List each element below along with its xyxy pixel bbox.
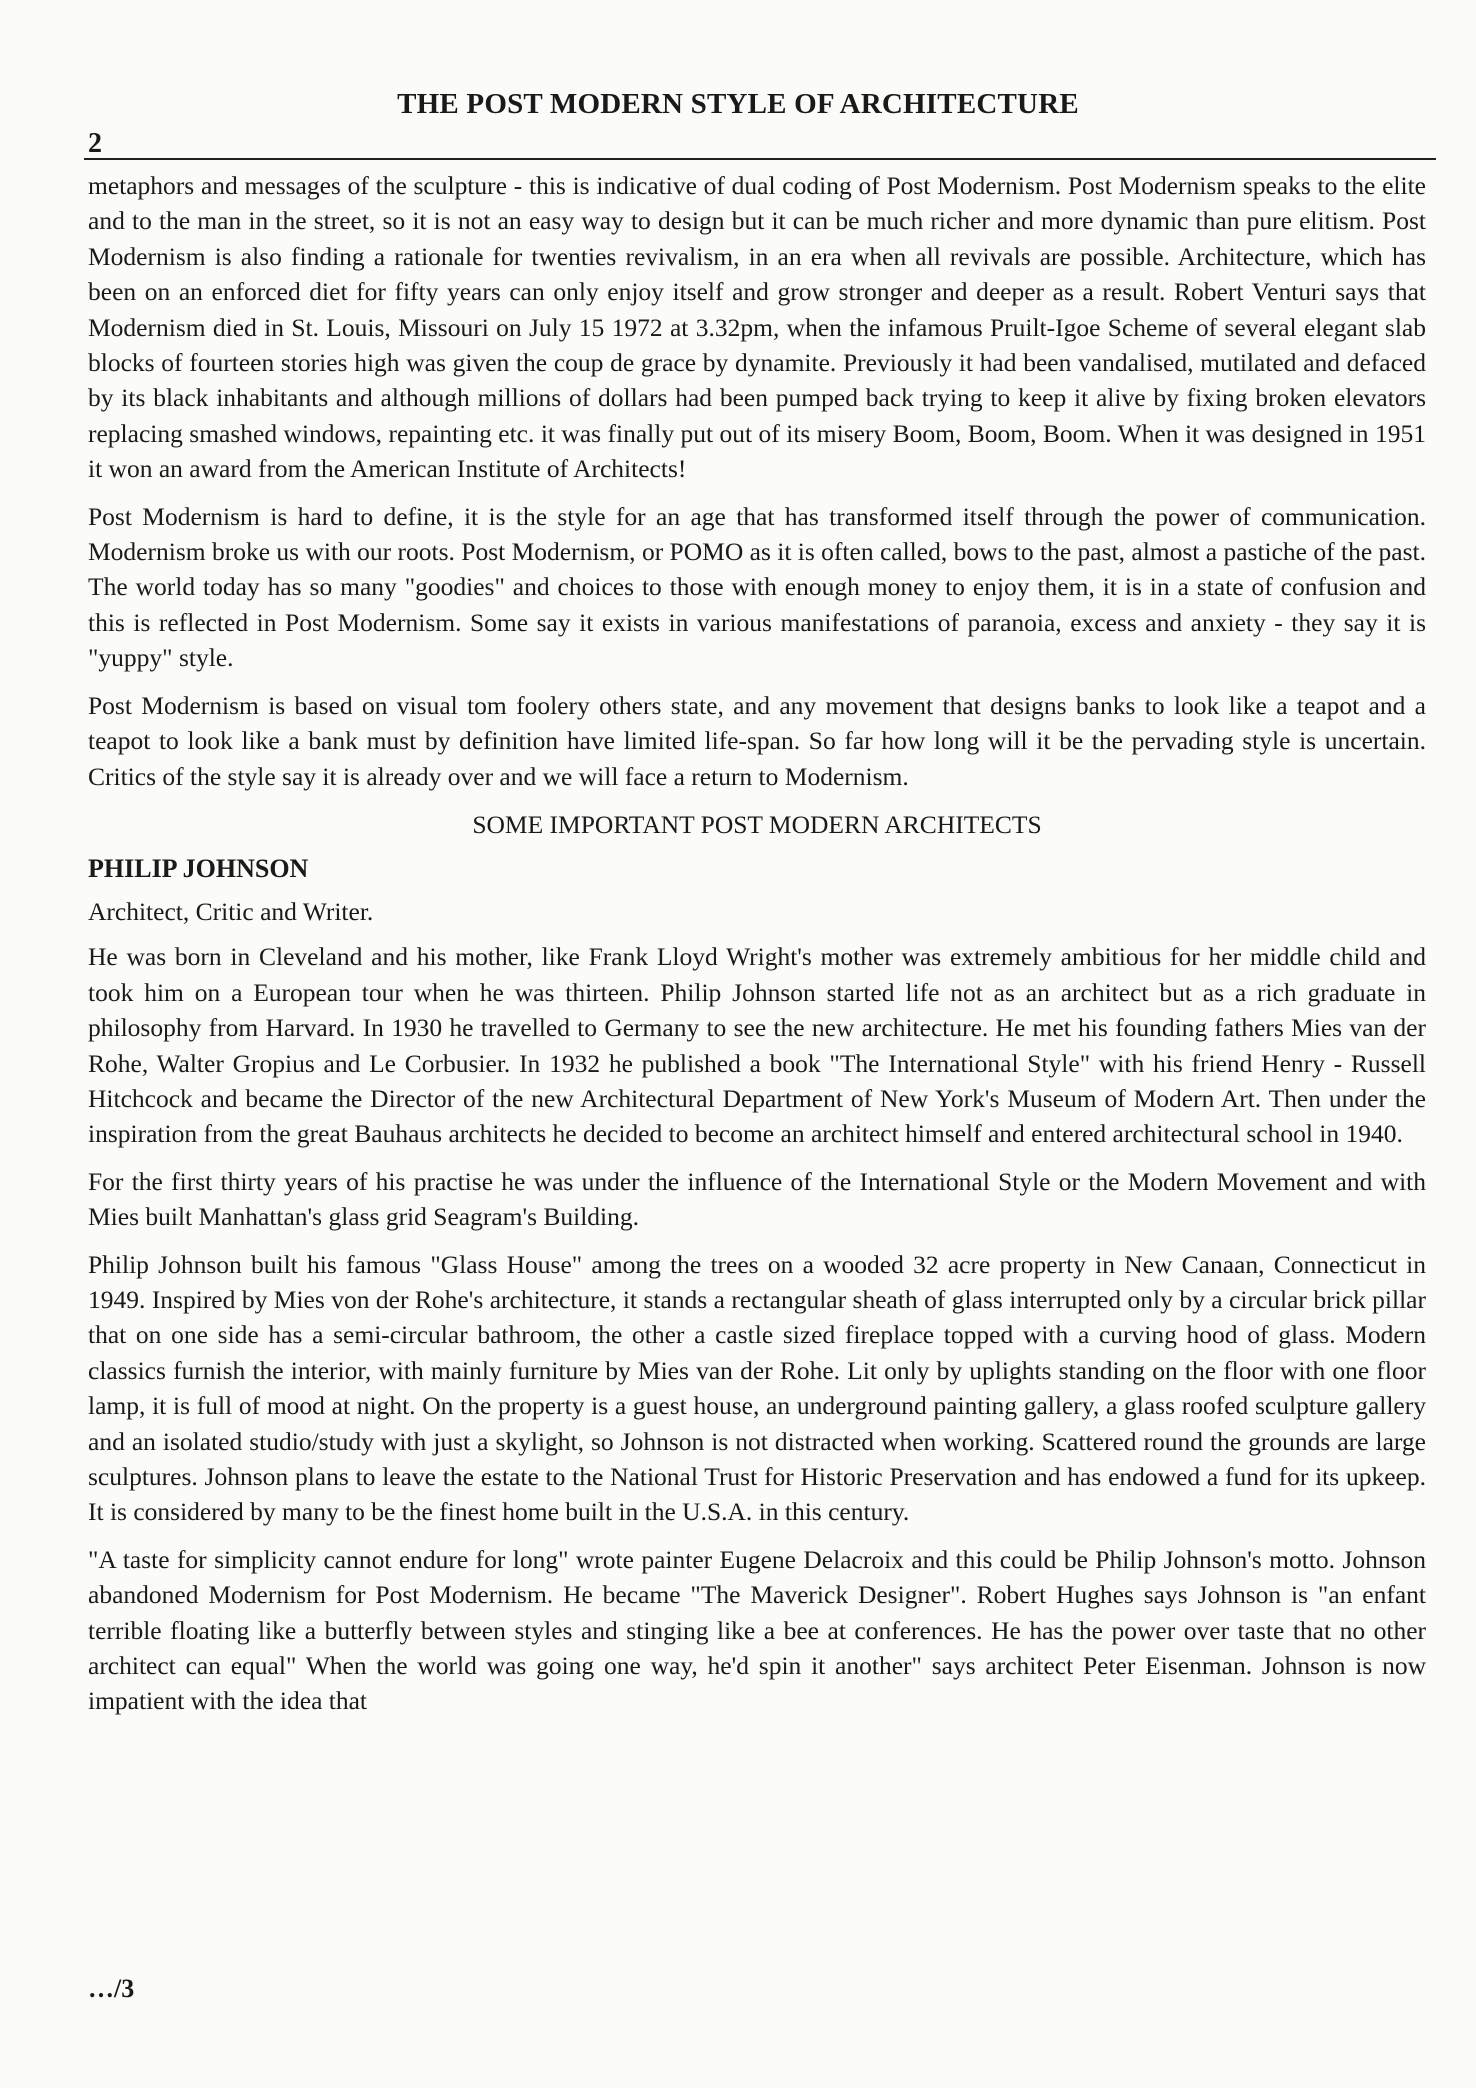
- body-paragraph: Post Modernism is based on visual tom foolery others state, and any movement that designs banks to look like a teapot and a teapot to look like a bank must by definition have limited life-span. So far how long will it be the pervading style is uncertain. Critics of the style say it is already over and we will face a return to Modernism.: [88, 690, 1426, 791]
- body-paragraph: metaphors and messages of the sculpture - this is indicative of dual coding of Post Modernism. Post Modernism speaks to the elite and to the man in the street, so it is not an easy way to design but it can be much richer and more dynamic than pure elitism. Post Modernism is also finding a rationale for twenties revivalism, in an era when all revivals are possible. Architecture, which has been on an enforced diet for fifty years can only enjoy itself and grow stronger and deeper as a result. Robert Venturi says that Modernism died in St. Louis, Missouri on July 15 1972 at 3.32pm, when the infamous Pruilt-Igoe Scheme of several elegant slab blocks of fourteen stories high was given the coup de grace by dynamite. Previously it had been vandalised, mutilated and defaced by its black inhabitants and although millions of dollars had been pumped back trying to keep it alive by fixing broken elevators replacing smashed windows, repainting etc. it was finally put out of its misery Boom, Boom, Boom. When it was designed in 1951 it won an award from the American Institute of Architects!: [88, 171, 1426, 484]
- body-paragraph: He was born in Cleveland and his mother, like Frank Lloyd Wright's mother was extremely ambitious for her middle child and took him on a European tour when he was thirteen. Philip Johnson started life not as an architect but as a rich graduate in philosophy from Harvard. In 1930 he travelled to Germany to see the new architecture. He met his founding fathers Mies van der Rohe, Walter Gropius and Le Corbusier. In 1932 he published a book "The International Style" with his friend Henry - Russell Hitchcock and became the Director of the new Architectural Department of New York's Museum of Modern Art. Then under the inspiration from the great Bauhaus architects he decided to become an architect himself and entered architectural school in 1940.: [88, 942, 1426, 1149]
- main-content: [88, 168, 1426, 1731]
- body-paragraph: Post Modernism is hard to define, it is the style for an age that has transformed itself through the power of communication. Modernism broke us with our roots. Post Modernism, or POMO as it is often called, bows to the past, almost a pastiche of the past. The world today has so many "goodies" and choices to those with enough money to enjoy them, it is in a state of confusion and this is reflected in Post Modernism. Some say it exists in various manifestations of paranoia, excess and anxiety - they say it is "yuppy" style.: [88, 501, 1426, 673]
- architect-role: Architect, Critic and Writer.: [88, 896, 374, 926]
- continued-marker: …/3: [88, 1974, 135, 2003]
- section-heading: SOME IMPORTANT POST MODERN ARCHITECTS: [472, 809, 1042, 839]
- body-paragraph: Philip Johnson built his famous "Glass House" among the trees on a wooded 32 acre property in New Canaan, Connecticut in 1949. Inspired by Mies von der Rohe's architecture, it stands a rectangular sheath of glass interrupted only by a circular brick pillar that on one side has a semi-circular bathroom, the other a castle sized fireplace topped with a curving hood of glass. Modern classics furnish the interior, with mainly furniture by Mies van der Rohe. Lit only by uplights standing on the floor with one floor lamp, it is full of mood at night. On the property is a guest house, an underground painting gallery, a glass roofed sculpture gallery and an isolated studio/study with just a skylight, so Johnson is not distracted when working. Scattered round the grounds are large sculptures. Johnson plans to leave the estate to the National Trust for Historic Preservation and has endowed a fund for its upkeep. It is considered by many to be the finest home built in the U.S.A. in this century.: [88, 1249, 1426, 1527]
- body-paragraph: For the first thirty years of his practise he was under the influence of the International Style or the Modern Movement and with Mies built Manhattan's glass grid Seagram's Building.: [88, 1166, 1426, 1232]
- page-number: 2: [88, 128, 102, 159]
- architect-name: PHILIP JOHNSON: [88, 853, 309, 883]
- header-rule: [84, 158, 1436, 160]
- running-title: THE POST MODERN STYLE OF ARCHITECTURE: [397, 88, 1079, 120]
- body-paragraph: "A taste for simplicity cannot endure for long" wrote painter Eugene Delacroix and this could be Philip Johnson's motto. Johnson abandoned Modernism for Post Modernism. He became "The Maverick Designer". Robert Hughes says Johnson is "an enfant terrible floating like a butterfly between styles and stinging like a bee at conferences. He has the power over taste that no other architect can equal" When the world was going one way, he'd spin it another" says architect Peter Eisenman. Johnson is now impatient with the idea that: [88, 1544, 1426, 1716]
